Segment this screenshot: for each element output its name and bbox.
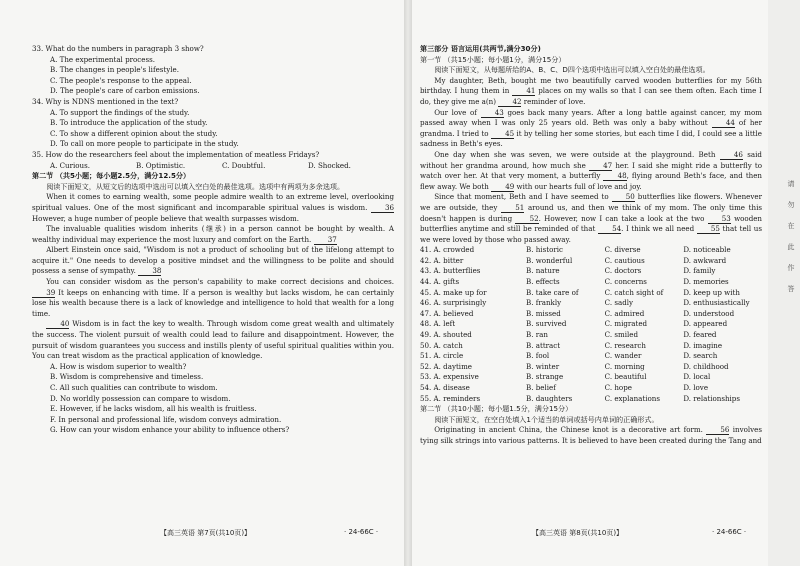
blank-41: 41 [512, 86, 535, 96]
blank-38: 38 [138, 266, 161, 276]
blank-54: 54 [598, 224, 621, 234]
cloze-option-cell: D. family [683, 266, 716, 276]
cloze-p2-text-c: of her grandma. I tried to [420, 118, 762, 138]
cloze-option-cell: D. relationships [683, 393, 740, 403]
cloze-option-cell: 44. A. gifts [420, 277, 460, 287]
footer-page-number-right: 【高三英语 第8页(共10页)】 [532, 529, 624, 537]
section-1-instructions: 阅读下面短文，从每题所给的A、B、C、D四个选项中选出可以填入空白处的最佳选项。 [434, 65, 710, 75]
q33-option-a: A. The experimental process. [50, 54, 155, 64]
cloze-option-cell: C. admired [604, 308, 645, 318]
q35-options [50, 161, 394, 172]
q33-option-d: D. The people's care of carbon emissions. [50, 86, 200, 96]
cloze-option-cell: 52. A. daytime [420, 361, 472, 371]
cloze-option-row [420, 245, 762, 256]
cloze-option-cell: 54. A. disease [420, 383, 470, 392]
cloze-option-cell: 41. A. crowded [420, 245, 475, 255]
cloze-option-cell: 43. A. butterflies [420, 266, 481, 276]
cloze-option-row [420, 394, 762, 405]
cloze-option-cell: D. imagine [683, 340, 723, 350]
cloze-option-cell: C. concerns [604, 277, 647, 287]
cloze-option-row [420, 383, 762, 394]
cloze-option-row [420, 351, 762, 362]
cloze-option-row [420, 372, 762, 383]
cloze-option-cell: C. morning [604, 361, 645, 371]
cloze-option-cell: C. explanations [604, 393, 660, 403]
cloze-p2-text-d: it by telling her some stories, but each time I did, I could see a little sadness in Beth's eyes. [420, 128, 762, 149]
cloze-option-cell: C. beautiful [604, 372, 647, 382]
section-1-title: 第一节 （共15小题；每小题1分，满分15分） [420, 54, 566, 64]
left-column [32, 44, 394, 436]
seven-option-a: A. How is wisdom superior to wealth? [50, 361, 187, 371]
cloze-option-cell: 48. A. left [420, 319, 456, 329]
question-34: 34. Why is NDNS mentioned in the text? [32, 96, 179, 106]
cloze-option-cell: B. ran [526, 330, 548, 340]
grammar-p1-text-b: involves tying silk strings into various patterns. It is believed to have been created during the Tang and [420, 425, 762, 445]
q34-option-d: D. To call on more people to participate in the study. [50, 139, 239, 149]
blank-52: 52 [515, 214, 538, 224]
blank-56: 56 [706, 425, 729, 435]
blank-48: 48 [603, 171, 626, 181]
cloze-option-cell: D. awkward [683, 255, 727, 265]
cloze-option-cell: D. childhood [683, 361, 729, 371]
q33-option-b: B. The changes in people's lifestyle. [50, 65, 179, 75]
blank-47: 47 [589, 161, 612, 171]
cloze-option-row [420, 277, 762, 288]
para1-text-a: When it comes to earning wealth, some people admire wealth to an extreme level, overlooking spiritual values. One of the most significant and incomparable spiritual values is wisdom. [32, 192, 394, 212]
cloze-option-row [420, 341, 762, 352]
cloze-option-row [420, 309, 762, 320]
cloze-p1-text-b: places on my walls so that I can see them often. Each time I do, they give me a(n) [420, 86, 762, 106]
para5-text-b: Wisdom is in fact the key to wealth. Through wisdom come great wealth and ultimately the success. The violent pursuit of wealth could lead to failure and disappointment. However, the pursuit of wisdom guarantees you success and instills plenty of useful spiritual qualities within you. You can treat wisdom as the practical application of knowledge. [32, 319, 394, 361]
blank-46: 46 [720, 150, 743, 160]
passage-paragraph-4 [32, 277, 394, 319]
cloze-option-row [420, 266, 762, 277]
cloze-p3-text-c: her. I said she might ride a butterfly to watch over her. At that very moment, a butterfly [420, 160, 762, 181]
part-3-title: 第三部分 语言运用(共两节,满分30分) [420, 44, 541, 53]
cloze-p4-text-b: butterflies like flowers. Whenever we are outside, they [420, 192, 762, 212]
footer-code-right: · 24-66C · [712, 528, 747, 536]
footer-page-number: 【高三英语 第7页(共10页)】 [160, 529, 252, 537]
seven-option-b: B. Wisdom is comprehensive and timeless. [50, 372, 204, 382]
right-page [412, 0, 768, 566]
binding-margin-note: 请勿在此作答 [787, 180, 795, 306]
cloze-option-row [420, 319, 762, 330]
cloze-option-cell: 47. A. believed [420, 308, 474, 318]
cloze-option-cell: D. feared [683, 330, 717, 340]
cloze-option-cell: 49. A. shouted [420, 330, 472, 340]
cloze-option-cell: C. cautious [604, 255, 645, 265]
passage-paragraph-3 [32, 245, 394, 277]
blank-39: 39 [32, 288, 55, 298]
cloze-option-cell: C. doctors [604, 266, 642, 276]
cloze-option-cell: 53. A. expensive [420, 372, 479, 382]
cloze-option-cell: C. sadly [604, 298, 634, 308]
cloze-option-cell: C. wander [604, 351, 642, 361]
q35-option-a: A. Curious. [50, 160, 91, 170]
para4-text-a: You can consider wisdom as the person's capability to make correct decisions and choices. [46, 277, 394, 287]
cloze-option-cell: D. memories [683, 277, 729, 287]
cloze-option-row [420, 298, 762, 309]
blank-45: 45 [491, 129, 514, 139]
cloze-p4-text-d: . However, now I can take a look at the two [538, 213, 705, 223]
blank-42: 42 [498, 97, 521, 107]
cloze-option-row [420, 330, 762, 341]
cloze-option-cell: D. appeared [683, 319, 728, 329]
cloze-option-cell: B. take care of [526, 287, 579, 297]
cloze-option-cell: B. belief [526, 383, 556, 392]
seven-option-c: C. All such qualities can contribute to wisdom. [50, 383, 218, 392]
blank-53: 53 [708, 214, 731, 224]
passage-paragraph-2 [32, 224, 394, 245]
cloze-option-cell: D. love [683, 383, 709, 392]
cloze-option-cell: C. research [604, 340, 646, 350]
cloze-option-row [420, 288, 762, 299]
cloze-option-cell: B. attract [526, 340, 561, 350]
cloze-p2-text-b: goes back many years. After a long battle against cancer, my mom passed away when I was only 25 years old. Beth was only a baby without [420, 107, 762, 128]
q33-option-c: C. The people's response to the appeal. [50, 75, 192, 85]
para1-text-b: However, a huge number of people believe that wealth surpasses wisdom. [32, 213, 299, 223]
cloze-paragraph-4 [420, 192, 762, 245]
cloze-option-cell: C. migrated [604, 319, 648, 329]
q35-option-c: C. Doubtful. [222, 160, 266, 170]
cloze-option-cell: B. frankly [526, 298, 562, 308]
seven-option-e: E. However, if he lacks wisdom, all his wealth is fruitless. [50, 404, 257, 414]
question-33: 33. What do the numbers in paragraph 3 show? [32, 44, 204, 53]
cloze-option-row [420, 256, 762, 267]
cloze-option-cell: D. search [683, 351, 718, 361]
blank-55: 55 [697, 224, 720, 234]
cloze-p4-text-a: Since that moment, Beth and I have seemed to [434, 192, 609, 202]
cloze-option-cell: D. enthusiastically [683, 298, 750, 308]
cloze-option-row [420, 362, 762, 373]
blank-36: 36 [371, 203, 394, 213]
q35-option-d: D. Shocked. [308, 160, 351, 170]
blank-40: 40 [46, 319, 69, 329]
cloze-p4-text-c: around us, and then we think of my mom. The only time this doesn't happen is during [420, 202, 763, 223]
blank-49: 49 [491, 182, 514, 192]
cloze-option-cell: C. smiled [604, 330, 638, 340]
cloze-option-cell: C. diverse [604, 245, 641, 255]
seven-option-f: F. In personal and professional life, wisdom conveys admiration. [50, 414, 282, 424]
section-2-instructions-right: 阅读下面短文，在空白处填入1个适当的单词或括号内单词的正确形式。 [434, 414, 659, 424]
blank-37: 37 [314, 235, 337, 245]
cloze-option-cell: B. survived [526, 319, 567, 329]
cloze-p4-text-e: wooden butterflies anytime and still be reminded of that [420, 213, 762, 234]
q34-option-c: C. To show a different opinion about the study. [50, 128, 218, 138]
cloze-option-cell: B. winter [526, 361, 560, 371]
cloze-p3-text-b: said without her grandma around, how much she [420, 149, 762, 170]
cloze-p3-text-d: , flying around Beth's face, and then flew away. We both [420, 171, 763, 191]
section-2-instructions: 阅读下面短文，从短文后的选项中选出可以填入空白处的最佳选项。选项中有两项为多余选项。 [46, 181, 345, 191]
cloze-option-cell: 50. A. catch [420, 340, 463, 350]
cloze-p4-text-f: . I think we all need [621, 224, 695, 234]
footer-code: · 24-66C · [344, 528, 379, 536]
cloze-p1-text-a: My daughter, Beth, bought me two beautifully carved wooden butterflies for my 56th birthday. I hung them in [420, 75, 762, 96]
q34-option-a: A. To support the findings of the study. [50, 107, 190, 117]
cloze-p1-text-c: reminder of love. [523, 96, 586, 106]
question-35: 35. How do the researchers feel about the implementation of meatless Fridays? [32, 149, 320, 159]
cloze-option-cell: B. nature [526, 266, 560, 276]
cloze-option-cell: C. hope [604, 383, 632, 392]
grammar-paragraph-1 [420, 425, 762, 446]
cloze-option-cell: B. wonderful [526, 255, 573, 265]
passage-paragraph-5 [32, 319, 394, 361]
cloze-p4-text-g: that tell us we were loved by those who passed away. [420, 224, 762, 244]
cloze-option-cell: D. keep up with [683, 287, 740, 297]
cloze-option-cell: D. local [683, 372, 711, 382]
cloze-option-cell: B. strange [526, 372, 564, 382]
cloze-option-cell: B. fool [526, 351, 550, 361]
cloze-option-cell: 55. A. reminders [420, 393, 481, 403]
cloze-option-cell: 42. A. bitter [420, 255, 464, 265]
cloze-option-cell: B. daughters [526, 393, 573, 403]
section-2-title-right: 第二节 （共10小题；每小题1.5分，满分15分） [420, 404, 573, 414]
blank-50: 50 [612, 192, 635, 202]
para2-text-a: The invaluable qualities wisdom inherits (继承) in a person cannot be bought by wealth. A wealthy individual may experience the most luxury and comfort on the Earth. [32, 224, 394, 244]
cloze-options-table [420, 245, 762, 404]
blank-51: 51 [501, 203, 524, 213]
cloze-paragraph-2 [420, 108, 762, 150]
cloze-option-cell: 45. A. make up for [420, 287, 487, 297]
cloze-option-cell: B. missed [526, 308, 561, 318]
seven-option-d: D. No worldly possession can compare to wisdom. [50, 393, 231, 403]
cloze-option-cell: 46. A. surprisingly [420, 298, 487, 308]
cloze-option-cell: B. effects [526, 277, 560, 287]
grammar-p1-text-a: Originating in ancient China, the Chinese knot is a decorative art form. [434, 425, 703, 435]
cloze-option-cell: B. historic [526, 245, 563, 255]
cloze-option-cell: D. understood [683, 308, 735, 318]
cloze-p3-text-e: with our hearts full of love and joy. [516, 181, 642, 191]
cloze-option-cell: C. catch sight of [604, 287, 664, 297]
para3-text-a: Albert Einstein once said, "Wisdom is not a product of schooling but of the lifelong attempt to acquire it." One needs to develop a positive mindset and the willingness to be polite and should possess a sense of sympathy. [32, 245, 394, 276]
right-column [420, 44, 762, 447]
cloze-p2-text-a: Our love of [434, 107, 477, 117]
para4-text-b: It keeps on enhancing with time. If a person is wealthy but lacks wisdom, he can certainly lose his wealth because there is a lack of knowledge and intelligence to hold that wealth for a long time. [32, 287, 394, 318]
blank-43: 43 [481, 108, 504, 118]
cloze-option-cell: D. noticeable [683, 245, 731, 255]
page-gutter [404, 0, 412, 566]
q34-option-b: B. To introduce the application of the study. [50, 118, 208, 128]
cloze-paragraph-1 [420, 76, 762, 108]
blank-44: 44 [712, 118, 735, 128]
section-2-title: 第二节 （共5小题；每小题2.5分，满分12.5分） [32, 171, 191, 181]
cloze-paragraph-3 [420, 150, 762, 192]
seven-option-g: G. How can your wisdom enhance your ability to influence others? [50, 425, 290, 435]
cloze-option-cell: 51. A. circle [420, 351, 464, 361]
passage-paragraph-1 [32, 192, 394, 224]
cloze-p3-text-a: One day when she was seven, we were outside at the playground. Beth [434, 149, 716, 159]
q35-option-b: B. Optimistic. [136, 160, 186, 170]
